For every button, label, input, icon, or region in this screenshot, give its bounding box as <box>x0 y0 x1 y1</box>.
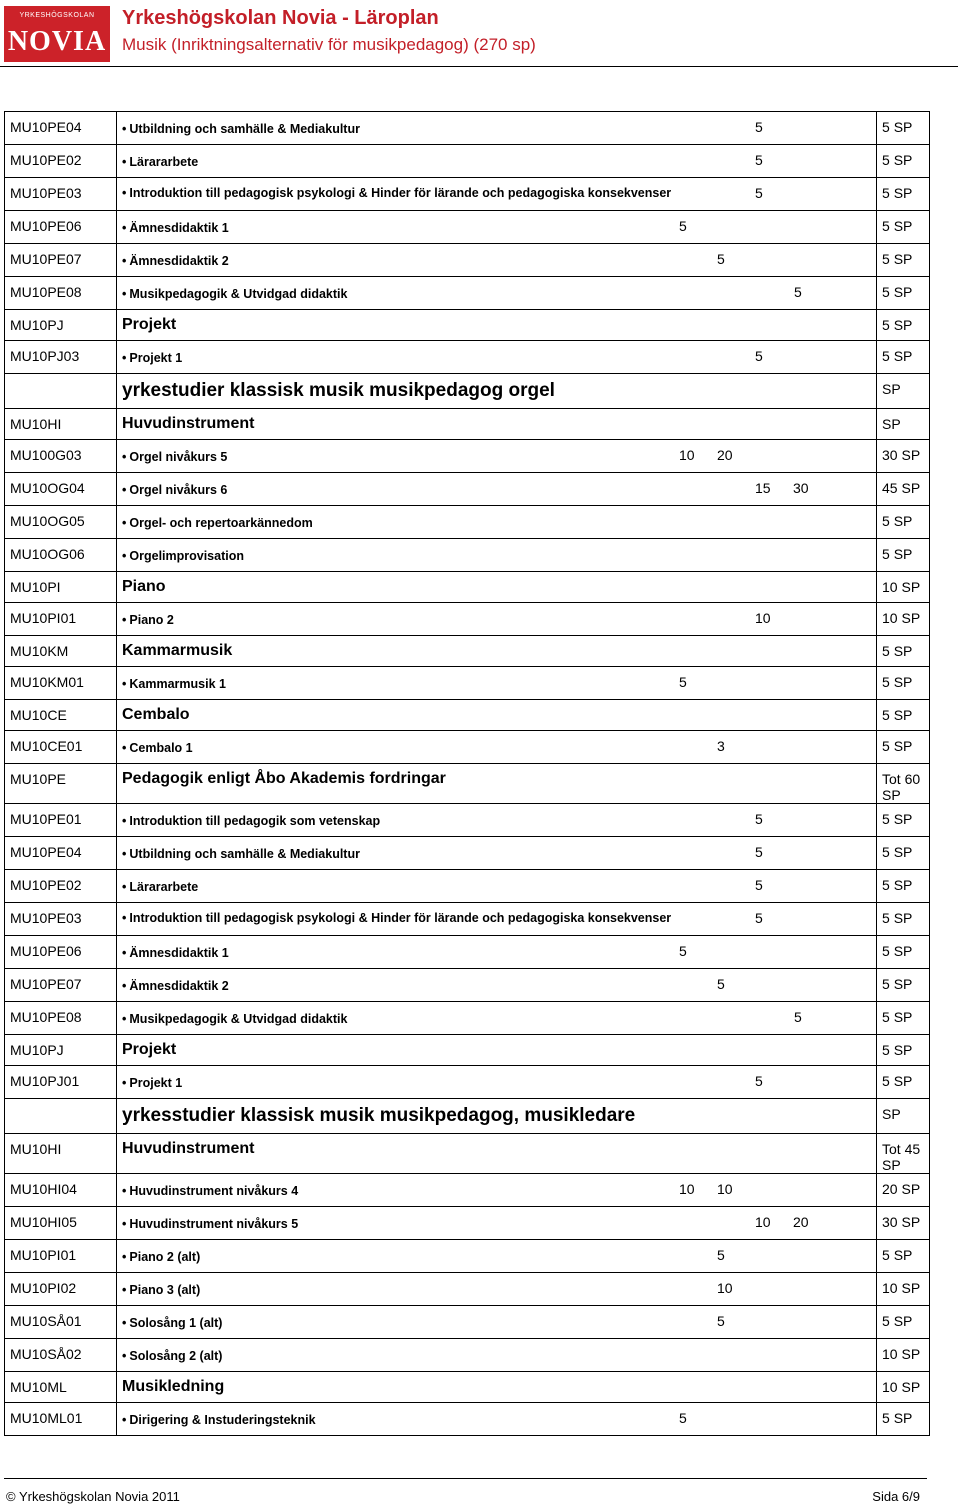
bullet-icon: • <box>122 155 127 169</box>
course-name: Cembalo 1 <box>129 741 193 755</box>
credit-value: 5 <box>679 1410 687 1426</box>
table-row <box>5 870 930 903</box>
course-name: Lärararbete <box>129 880 199 894</box>
course-name-cell <box>117 409 877 440</box>
total-sp: SP <box>877 374 930 409</box>
course-name: Huvudinstrument nivåkurs 4 <box>129 1184 299 1198</box>
course-name-cell <box>117 1207 877 1240</box>
course-code: MU10PJ <box>5 310 117 341</box>
total-sp: 5 SP <box>877 903 930 936</box>
total-sp: 5 SP <box>877 936 930 969</box>
course-name-cell <box>117 764 877 804</box>
bullet-icon: • <box>122 549 127 563</box>
table-row <box>5 1339 930 1372</box>
course-code: MU10SÅ01 <box>5 1306 117 1339</box>
course-name-cell <box>117 1066 877 1099</box>
course-name: Solosång 2 (alt) <box>129 1349 223 1363</box>
credit-value: 5 <box>717 1247 725 1263</box>
total-sp: 5 SP <box>877 310 930 341</box>
footer-copyright: © Yrkeshögskolan Novia 2011 <box>6 1489 180 1504</box>
course-name: Piano 2 (alt) <box>129 1250 201 1264</box>
table-row <box>5 178 930 211</box>
course-name-cell <box>117 1306 877 1339</box>
table-row <box>5 310 930 341</box>
total-sp: 5 SP <box>877 211 930 244</box>
module-heading: Projekt <box>122 1041 177 1058</box>
course-code: MU10KM01 <box>5 667 117 700</box>
total-sp: 5 SP <box>877 145 930 178</box>
total-sp: 5 SP <box>877 1403 930 1436</box>
course-code: MU10PI01 <box>5 603 117 636</box>
module-heading: yrkestudier klassisk musik musikpedagog orgel <box>122 380 555 401</box>
course-name-cell <box>117 837 877 870</box>
table-row <box>5 1066 930 1099</box>
credit-value: 15 <box>755 480 771 496</box>
bullet-icon: • <box>122 946 127 960</box>
credit-value: 5 <box>755 844 763 860</box>
total-sp: 5 SP <box>877 112 930 145</box>
course-code: MU10PE04 <box>5 112 117 145</box>
credit-value: 5 <box>679 943 687 959</box>
total-sp: 5 SP <box>877 870 930 903</box>
total-sp: 5 SP <box>877 539 930 572</box>
credit-value: 10 <box>717 1280 733 1296</box>
course-name-cell <box>117 374 877 409</box>
novia-logo <box>4 6 110 62</box>
bullet-icon: • <box>122 122 127 136</box>
bullet-icon: • <box>122 847 127 861</box>
course-name-cell <box>117 244 877 277</box>
course-name-cell <box>117 178 877 211</box>
course-name-cell <box>117 1339 877 1372</box>
total-sp: 5 SP <box>877 636 930 667</box>
table-row <box>5 473 930 506</box>
total-sp: 30 SP <box>877 1207 930 1240</box>
header-divider <box>0 66 958 67</box>
credit-value: 5 <box>717 1313 725 1329</box>
total-sp: 5 SP <box>877 341 930 374</box>
course-code: MU10PE08 <box>5 1002 117 1035</box>
course-name-cell <box>117 473 877 506</box>
course-code: MU10PE06 <box>5 211 117 244</box>
course-name-cell <box>117 277 877 310</box>
table-row <box>5 145 930 178</box>
table-row <box>5 1207 930 1240</box>
course-code: MU10CE <box>5 700 117 731</box>
total-sp: 5 SP <box>877 731 930 764</box>
credit-value: 5 <box>679 218 687 234</box>
course-name: Introduktion till pedagogik som vetenskap <box>129 814 381 828</box>
total-sp: 10 SP <box>877 1372 930 1403</box>
total-sp: 5 SP <box>877 1306 930 1339</box>
page-subtitle: Musik (Inriktningsalternativ för musikpedagog) (270 sp) <box>122 35 536 54</box>
total-sp: 10 SP <box>877 572 930 603</box>
total-sp: 5 SP <box>877 837 930 870</box>
footer-divider <box>4 1478 927 1479</box>
course-name: Ämnesdidaktik 1 <box>129 221 229 235</box>
total-sp: 5 SP <box>877 969 930 1002</box>
bullet-icon: • <box>122 516 127 530</box>
course-code: MU10PE07 <box>5 244 117 277</box>
credit-value: 20 <box>793 1214 809 1230</box>
course-name-cell <box>117 1134 877 1174</box>
course-code: MU10OG06 <box>5 539 117 572</box>
course-name-cell <box>117 903 877 936</box>
bullet-icon: • <box>122 1349 127 1363</box>
total-sp: 30 SP <box>877 440 930 473</box>
bullet-icon: • <box>122 1184 127 1198</box>
table-row <box>5 764 930 804</box>
course-code: MU10PE02 <box>5 870 117 903</box>
credit-value: 5 <box>717 976 725 992</box>
module-heading: Musikledning <box>122 1378 225 1395</box>
total-sp: 5 SP <box>877 244 930 277</box>
course-code: MU10PE02 <box>5 145 117 178</box>
course-name-cell <box>117 667 877 700</box>
table-row <box>5 936 930 969</box>
course-name: Introduktion till pedagogisk psykologi & Hinder för lärande och pedagogiska konsekvenser <box>129 186 672 200</box>
credit-value: 5 <box>717 251 725 267</box>
course-name-cell <box>117 440 877 473</box>
bullet-icon: • <box>122 880 127 894</box>
footer-page-number: Sida 6/9 <box>872 1489 920 1504</box>
course-name-cell <box>117 636 877 667</box>
course-name: Orgel nivåkurs 5 <box>129 450 228 464</box>
course-name-cell <box>117 539 877 572</box>
table-row <box>5 969 930 1002</box>
total-sp: 45 SP <box>877 473 930 506</box>
total-sp: 5 SP <box>877 1002 930 1035</box>
course-code: MU10PE08 <box>5 277 117 310</box>
course-name-cell <box>117 572 877 603</box>
bullet-icon: • <box>122 351 127 365</box>
credit-value: 20 <box>717 447 733 463</box>
credit-value: 5 <box>755 185 763 201</box>
course-code: MU10ML01 <box>5 1403 117 1436</box>
course-name: Orgel- och repertoarkännedom <box>129 516 313 530</box>
credit-value: 5 <box>794 284 802 300</box>
bullet-icon: • <box>122 911 127 925</box>
bullet-icon: • <box>122 221 127 235</box>
credit-value: 10 <box>679 447 695 463</box>
bullet-icon: • <box>122 287 127 301</box>
course-name-cell <box>117 603 877 636</box>
course-name: Projekt 1 <box>129 351 183 365</box>
course-name: Introduktion till pedagogisk psykologi & Hinder för lärande och pedagogiska konsekvenser <box>129 911 672 925</box>
course-name-cell <box>117 1403 877 1436</box>
table-row <box>5 277 930 310</box>
bullet-icon: • <box>122 1012 127 1026</box>
course-name: Utbildning och samhälle & Mediakultur <box>129 122 360 136</box>
bullet-icon: • <box>122 613 127 627</box>
course-code: MU10PE06 <box>5 936 117 969</box>
course-name-cell <box>117 112 877 145</box>
course-code: MU10PI01 <box>5 1240 117 1273</box>
course-code: MU10HI <box>5 1134 117 1174</box>
table-row <box>5 1273 930 1306</box>
credit-value: 5 <box>755 910 763 926</box>
course-name: Kammarmusik 1 <box>129 677 226 691</box>
table-row <box>5 572 930 603</box>
table-row <box>5 1002 930 1035</box>
credit-value: 10 <box>755 610 771 626</box>
course-name-cell <box>117 700 877 731</box>
module-heading: Pedagogik enligt Åbo Akademis fordringar <box>122 770 446 787</box>
course-code <box>5 374 117 409</box>
bullet-icon: • <box>122 450 127 464</box>
course-code: MU10HI <box>5 409 117 440</box>
table-row <box>5 1240 930 1273</box>
credit-value: 5 <box>755 1073 763 1089</box>
logo-big-text: NOVIA <box>7 26 107 57</box>
total-sp: 5 SP <box>877 1066 930 1099</box>
course-code: MU10PJ01 <box>5 1066 117 1099</box>
table-row <box>5 1134 930 1174</box>
course-name-cell <box>117 1273 877 1306</box>
table-row <box>5 112 930 145</box>
course-name-cell <box>117 969 877 1002</box>
total-sp: 5 SP <box>877 804 930 837</box>
total-sp: 10 SP <box>877 1273 930 1306</box>
credit-value: 5 <box>755 811 763 827</box>
bullet-icon: • <box>122 1076 127 1090</box>
credit-value: 5 <box>679 674 687 690</box>
table-row <box>5 244 930 277</box>
course-name-cell <box>117 1372 877 1403</box>
logo-small-text: YRKESHÖGSKOLAN <box>19 12 95 19</box>
course-name-cell <box>117 870 877 903</box>
table-row <box>5 1372 930 1403</box>
module-heading: Huvudinstrument <box>122 1140 255 1157</box>
table-row <box>5 1035 930 1066</box>
course-name-cell <box>117 731 877 764</box>
table-row <box>5 837 930 870</box>
module-heading: Piano <box>122 578 166 595</box>
table-row <box>5 1306 930 1339</box>
module-heading: Cembalo <box>122 706 190 723</box>
total-sp: SP <box>877 1099 930 1134</box>
credit-value: 10 <box>755 1214 771 1230</box>
course-name: Ämnesdidaktik 1 <box>129 946 229 960</box>
bullet-icon: • <box>122 741 127 755</box>
credit-value: 5 <box>755 348 763 364</box>
total-sp: SP <box>877 409 930 440</box>
course-name-cell <box>117 341 877 374</box>
total-sp: 10 SP <box>877 1339 930 1372</box>
bullet-icon: • <box>122 1283 127 1297</box>
course-name-cell <box>117 1174 877 1207</box>
course-name: Ämnesdidaktik 2 <box>129 979 229 993</box>
table-row <box>5 603 930 636</box>
total-sp: Tot 60 SP <box>877 764 930 804</box>
credit-value: 10 <box>679 1181 695 1197</box>
table-row <box>5 667 930 700</box>
credit-value: 5 <box>755 152 763 168</box>
bullet-icon: • <box>122 1250 127 1264</box>
course-name-cell <box>117 310 877 341</box>
total-sp: 5 SP <box>877 700 930 731</box>
course-code: MU10PJ03 <box>5 341 117 374</box>
total-sp: 5 SP <box>877 277 930 310</box>
bullet-icon: • <box>122 1413 127 1427</box>
course-name: Musikpedagogik & Utvidgad didaktik <box>129 287 348 301</box>
total-sp: 5 SP <box>877 506 930 539</box>
total-sp: 5 SP <box>877 1240 930 1273</box>
table-row <box>5 700 930 731</box>
course-code: MU10OG04 <box>5 473 117 506</box>
course-name-cell <box>117 1099 877 1134</box>
course-name: Piano 2 <box>129 613 174 627</box>
table-row <box>5 440 930 473</box>
course-code: MU10PI02 <box>5 1273 117 1306</box>
course-name: Musikpedagogik & Utvidgad didaktik <box>129 1012 348 1026</box>
module-heading: yrkesstudier klassisk musik musikpedagog, musikledare <box>122 1105 636 1126</box>
course-name: Solosång 1 (alt) <box>129 1316 223 1330</box>
total-sp: 5 SP <box>877 667 930 700</box>
course-name-cell <box>117 211 877 244</box>
total-sp: 5 SP <box>877 1035 930 1066</box>
table-row <box>5 506 930 539</box>
table-row <box>5 636 930 667</box>
credit-value: 30 <box>793 480 809 496</box>
bullet-icon: • <box>122 814 127 828</box>
course-code: MU10CE01 <box>5 731 117 764</box>
course-name: Piano 3 (alt) <box>129 1283 201 1297</box>
table-row <box>5 1403 930 1436</box>
course-name: Orgel nivåkurs 6 <box>129 483 228 497</box>
bullet-icon: • <box>122 1316 127 1330</box>
course-name-cell <box>117 1240 877 1273</box>
bullet-icon: • <box>122 483 127 497</box>
module-heading: Projekt <box>122 316 177 333</box>
course-code: MU10PE04 <box>5 837 117 870</box>
table-row <box>5 341 930 374</box>
credit-value: 5 <box>755 877 763 893</box>
course-code: MU10PJ <box>5 1035 117 1066</box>
total-sp: 20 SP <box>877 1174 930 1207</box>
table-row <box>5 539 930 572</box>
course-code: MU10PE03 <box>5 903 117 936</box>
credit-value: 10 <box>717 1181 733 1197</box>
course-code: MU10PE03 <box>5 178 117 211</box>
total-sp: 10 SP <box>877 603 930 636</box>
course-name: Lärararbete <box>129 155 199 169</box>
course-name: Dirigering & Instuderingsteknik <box>129 1413 316 1427</box>
bullet-icon: • <box>122 1217 127 1231</box>
course-name: Utbildning och samhälle & Mediakultur <box>129 847 360 861</box>
credit-value: 5 <box>794 1009 802 1025</box>
table-row <box>5 211 930 244</box>
credit-value: 3 <box>717 738 725 754</box>
bullet-icon: • <box>122 186 127 200</box>
course-name-cell <box>117 936 877 969</box>
course-name-cell <box>117 506 877 539</box>
course-code <box>5 1099 117 1134</box>
total-sp: Tot 45 SP <box>877 1134 930 1174</box>
table-row <box>5 1099 930 1134</box>
course-code: MU10HI05 <box>5 1207 117 1240</box>
course-code: MU10OG05 <box>5 506 117 539</box>
course-table-body <box>5 112 930 1436</box>
course-code: MU10PE07 <box>5 969 117 1002</box>
course-code: MU100G03 <box>5 440 117 473</box>
course-name-cell <box>117 804 877 837</box>
course-code: MU10SÅ02 <box>5 1339 117 1372</box>
course-code: MU10KM <box>5 636 117 667</box>
course-name: Projekt 1 <box>129 1076 183 1090</box>
table-row <box>5 1174 930 1207</box>
module-heading: Huvudinstrument <box>122 415 255 432</box>
table-row <box>5 731 930 764</box>
bullet-icon: • <box>122 677 127 691</box>
course-code: MU10ML <box>5 1372 117 1403</box>
page-title: Yrkeshögskolan Novia - Läroplan <box>122 7 439 29</box>
table-row <box>5 903 930 936</box>
module-heading: Kammarmusik <box>122 642 233 659</box>
course-name: Orgelimprovisation <box>129 549 244 563</box>
total-sp: 5 SP <box>877 178 930 211</box>
table-row <box>5 374 930 409</box>
course-name-cell <box>117 1035 877 1066</box>
credit-value: 5 <box>755 119 763 135</box>
course-code: MU10PE <box>5 764 117 804</box>
course-name-cell <box>117 145 877 178</box>
course-table <box>4 111 930 1436</box>
course-name-cell <box>117 1002 877 1035</box>
course-code: MU10HI04 <box>5 1174 117 1207</box>
course-name: Ämnesdidaktik 2 <box>129 254 229 268</box>
bullet-icon: • <box>122 979 127 993</box>
bullet-icon: • <box>122 254 127 268</box>
course-code: MU10PI <box>5 572 117 603</box>
course-code: MU10PE01 <box>5 804 117 837</box>
course-name: Huvudinstrument nivåkurs 5 <box>129 1217 299 1231</box>
table-row <box>5 409 930 440</box>
table-row <box>5 804 930 837</box>
